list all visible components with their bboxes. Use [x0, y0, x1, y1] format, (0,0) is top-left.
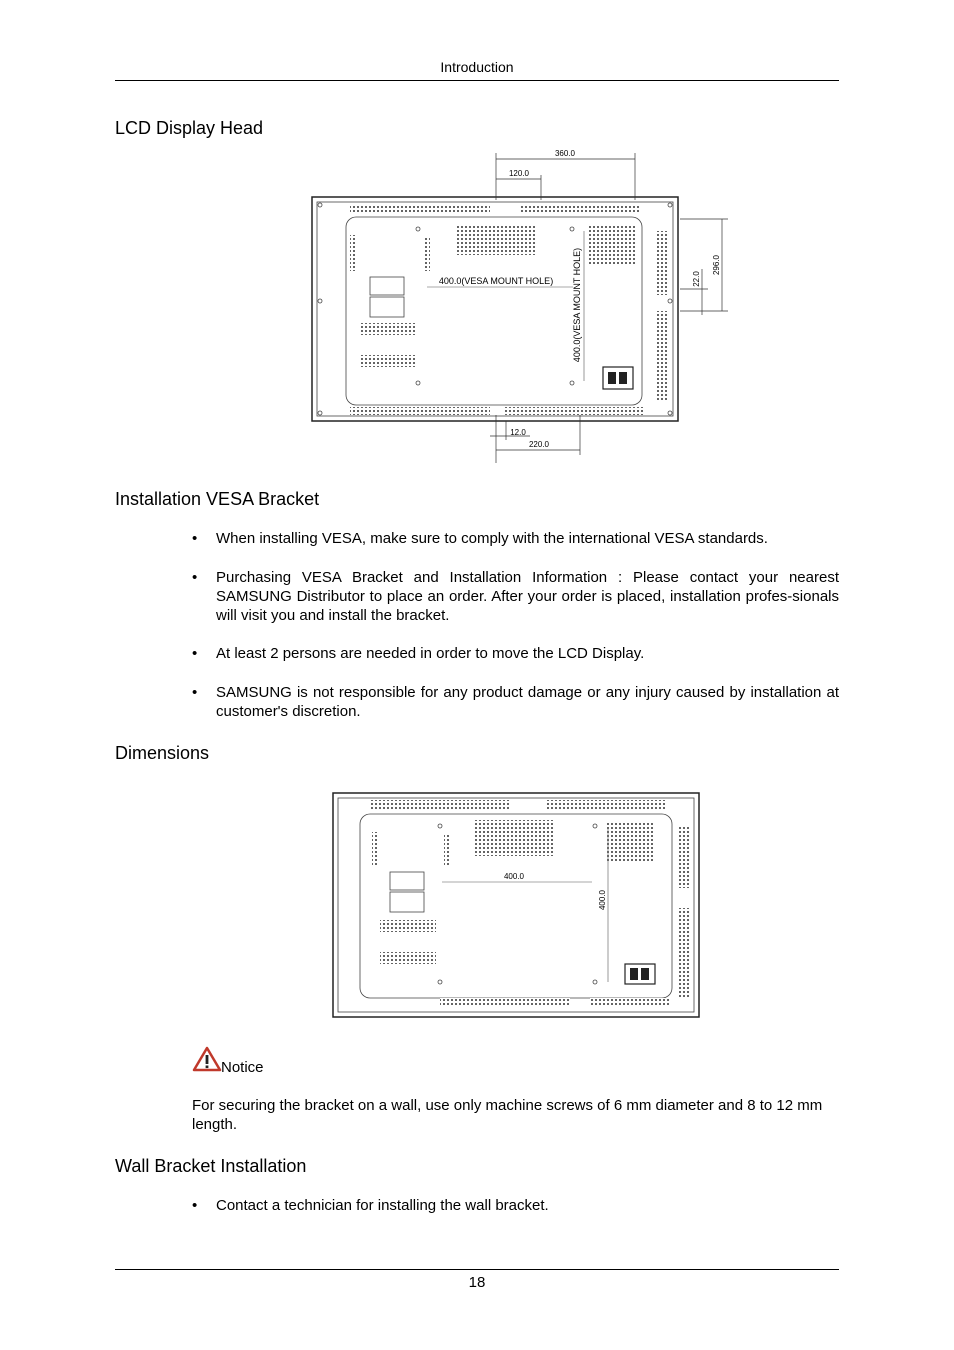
header-rule [115, 80, 839, 81]
lcd-rear-diagram [300, 145, 740, 467]
dim-top-inner: 120.0 [508, 169, 530, 178]
footer-rule [115, 1269, 839, 1270]
list-item [192, 1196, 839, 1215]
dimensions-diagram [330, 790, 704, 1022]
dim-right-inner: 22.0 [692, 271, 701, 287]
list-item [192, 529, 839, 548]
dim-top-outer: 360.0 [554, 149, 576, 158]
list-item [192, 568, 839, 625]
notice-label: Notice [221, 1059, 264, 1076]
bullet-marker: • [192, 1197, 198, 1214]
bullet-text: When installing VESA, make sure to comply with the international VESA standards. [216, 530, 768, 547]
bullet-text: Contact a technician for installing the wall bracket. [216, 1197, 549, 1214]
warning-icon [192, 1046, 222, 1072]
bullet-marker: • [192, 530, 198, 547]
dim-right-outer: 296.0 [712, 254, 721, 276]
list-item [192, 683, 839, 721]
vesa-hole-vertical: 400.0(VESA MOUNT HOLE) [572, 247, 582, 363]
dim-horizontal: 400.0 [503, 872, 525, 881]
bullet-text: At least 2 persons are needed in order to move the LCD Display. [216, 645, 645, 662]
bullet-marker: • [192, 645, 198, 662]
vesa-hole-horizontal: 400.0(VESA MOUNT HOLE) [438, 276, 554, 286]
bullet-text: Purchasing VESA Bracket and Installation Information : Please contact your nearest SAMSUNG Distributor to place an order. After your order is placed, installation profes-sionals will visit you and install the bracket. [216, 569, 839, 624]
dim-bottom-small: 12.0 [510, 428, 526, 437]
bullet-marker: • [192, 569, 198, 586]
section-title-wall-bracket: Wall Bracket Installation [115, 1156, 307, 1176]
running-head: Introduction [440, 59, 514, 75]
section-title-vesa: Installation VESA Bracket [115, 489, 320, 509]
section-title-dimensions: Dimensions [115, 743, 210, 763]
list-item [192, 644, 839, 663]
page-number: 18 [468, 1274, 486, 1291]
bullet-text: SAMSUNG is not responsible for any product damage or any injury caused by installation at customer's discretion. [216, 684, 839, 720]
section-title-lcd: LCD Display Head [115, 118, 264, 138]
notice-text: For securing the bracket on a wall, use only machine screws of 6 mm diameter and 8 to 12 mm length. [192, 1097, 823, 1133]
dim-bottom-large: 220.0 [528, 440, 550, 449]
dim-vertical: 400.0 [598, 889, 607, 911]
bullet-marker: • [192, 684, 198, 701]
